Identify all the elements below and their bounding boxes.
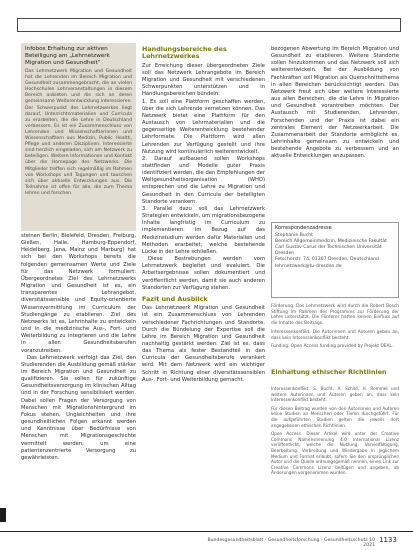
column-3 [271,46,399,161]
col2-paragraph: Diese Bestrebungen werden vom Lehrnetzwerk begleitet und evaluiert. Die Arbeitsergebnisse sollen dokumentiert und veröffentlicht werden, damit sie auch anderen Standorten zur Verfügung stehen. [142,256,265,291]
ethics-section [271,386,399,479]
col3-paragraph: bezogenen Abwertung im Bereich Migration und Gesundheit zu etablieren. Weitere Standorte sollen hinzukommen und das Netzwerk soll sich weiterentwickeln. Bei der Ausbildung von Fachkräften soll Migration als Querschnittsthema in allen Bereichen berücksichtigt werden. Das Netzwerk freut sich über weitere Interessierte aus allen Bereichen, die die Lehre in Migration und Gesundheit vorantreiben möchten. Der Austausch mit Studierenden, Lehrenden, Forschenden und der Praxis ist dabei ein zentrales Element der Netzwerkarbeit. Die Zusammenarbeit der Standorte ermöglicht es, Lehrinhalte gemeinsam zu entwickeln und bestehende Angebote zu verbessern und an aktuelle Entwicklungen anzupassen. [271,46,399,160]
col1-paragraph: Das Lehrnetzwerk verfolgt das Ziel, den Studierenden die Ausbildung gemäß stärker im Bereich Migration und Gesundheit zu qualifizieren. Sie sollen für zukünftige Gesundheitsversorgung im klinischen Alltag und in der Forschung sensibilisiert werden. Dabei sollen Fragen der Versorgung von Menschen mit Migrationshintergrund im Fokus stehen, Ungleichheiten und ihre gesundheitlichen Folgen erkannt werden und Kenntnisse über Bedürfnisse von Menschen mit Migrationsgeschichte vermittelt werden, um eine patientenzentrierte Versorgung zu gewährleisten. [21,354,136,461]
note: Interessenkonflikt. Die Autorinnen und Autoren geben an, dass kein Interessenkonflikt besteht. [271,329,399,341]
column-2 [142,46,265,384]
ethics-paragraph: Interessenkonflikt. S. Bucht, A. Schild, H. Rommel und weitere Autorinnen und Autoren geben an, dass kein Interessenkonflikt besteht. [271,386,399,403]
section-heading: Fazit und Ausblick [142,294,208,303]
ethics-paragraph: Open Access. Dieser Artikel wird unter der Creative Commons Namensnennung 4.0 International Lizenz veröffentlicht, welche die Nutzung, Vervielfältigung, Bearbeitung, Verbreitung und Wiedergabe in jeglichem Medium und Format erlaubt, sofern Sie den ursprünglichen Autor und die Quelle ordnungsgemäß nennen, einen Link zur Creative Commons Lizenz beifügen und angeben, ob Änderungen vorgenommen wurden. [271,431,399,476]
correspondence-email[interactable]: lehrnetzwerk@tu-dresden.de [275,263,342,269]
list-item: 3. Parallel dazu soll das Lehrnetzwerk Strategien entwickeln, um migrationsbezogene Inhalte langfristig im Curriculum zu implementieren. Im Bezug auf das Medizinstudium werden dafür Materialien und Methoden erarbeitet, welche bestehende Lücke in der Lehre schließen. [142,205,265,255]
section-heading: Handlungsbereiche des Lehrnetzwerkes [142,45,227,61]
list-item: 1. Es soll eine Plattform geschaffen werden, über die sich Lehrende vernetzen können. Das Netzwerk bietet eine Plattform für den Austausch von Lehrmaterialien und die gegenseitige Weiterentwicklung bestehender Lehrformate. Die Plattform wird allen Lehrenden zur Verfügung gestellt und ihre Nutzung wird kontinuierlich weiterentwickelt. [142,98,265,155]
header-frame [17,18,401,32]
infobox-text: Das Lehrnetzwerk Migration und Gesundheit hat die Lehrenden im Bereich Migration und Gesundheit zusammengebracht, die an vielen Hochschulen Lehrveranstaltungen in diesem Bereich anbieten und die sich an deren gemeinsame Weiterentwicklung interessieren. Der Schwerpunkt des Lehrnetzwerkes liegt darauf, Unterrichtsmaterialien und Curricula zu erarbeiten, die die Lehre in Deutschland verbessern. Es ist ein Zusammenschluss von Lehrenden und Wissenschaftlerinnen und Wissenschaftlern aus Medizin, Public Health, Pflege und anderen Disziplinen. Interessierte sind herzlich eingeladen, sich am Netzwerk zu beteiligen. Weitere Informationen und Kontakt über die Homepage des Netzwerks. Die Mitglieder treffen sich regelmäßig im Rahmen von Workshops und Tagungen und tauschen sich über aktuelle Entwicklungen aus. Die Teilnahme ist offen für alle, die zum Thema lehren und forschen. [25,69,132,196]
infobox [21,43,136,231]
infobox-title: Infobox Erhaltung zur aktiven Beteiligung am „Lehrnetzwerk Migration und Gesundheit“ [25,46,110,66]
footer-rule [0,531,413,532]
notes [271,304,399,353]
correspondence-title: Korrespondenzadresse [275,225,332,231]
note: Förderung. Das Lehrnetzwerk wird durch die Robert Bosch Stiftung im Rahmen des Programms zur Förderung der Lehre unterstützt. Die Förderer hatten keinen Einfluss auf die Inhalte des Beitrags. [271,304,399,327]
correspondence-line: Stephanie Bucht [275,233,313,239]
journal-footer: Bundesgesundheitsblatt - Gesundheitsforschung - Gesundheitsschutz 10 · 2021 [207,538,375,548]
ethics-paragraph: Für diesen Beitrag wurden von den Autorinnen und Autoren keine Studien an Menschen oder Tieren durchgeführt. Für die aufgeführten Studien gelten die jeweils dort angegebenen ethischen Richtlinien. [271,405,399,428]
col2-paragraph: Zur Erreichung dieser übergeordneten Ziele soll das Netzwerk Lehrangebote im Bereich Migration und Gesundheit mit verschiedenen Schwerpunkten unterstützen und in Handlungsbereichen bündeln: [142,62,265,98]
col2-paragraph: Das Lehrnetzwerk Migration und Gesundheit ist ein Zusammenschluss von Lehrenden verschiedener Fachrichtungen und Standorte. Durch die Bündelung der Expertise soll die Lehre im Bereich Migration und Gesundheit nachhaltig gestärkt werden. Ziel ist es, dass das Thema als fester Bestandteil in den Curricula der Gesundheitsberufe verankert wird. Mit dem Netzwerk wird ein wichtiger Schritt in Richtung einer diversitätssensiblen Aus-, Fort- und Weiterbildung gemacht. [142,305,265,383]
column-1 [21,233,136,462]
correspondence-line: Bereich Allgemeinmedizin, Medizinische Fakultät Carl Gustav Carus der Technischen Universität Dresden [275,239,387,257]
correspondence-line: Fetscherstr. 74, 01307 Dresden, Deutschland [275,257,379,263]
ethics-heading: Einhaltung ethischer Richtlinien [271,368,387,376]
edge-marker [0,508,6,522]
note: Funding. Open Access funding provided by Projekt DEAL. [271,344,394,350]
list-item: 2. Darauf aufbauend sollen Workshops stattfinden und Modelle guter Praxis identifiziert werden, die den Empfehlungen der Weltgesundheitsorganisation (WHO) entsprechen und die Lehre zu Migration und Gesundheit in den Curricula der beteiligten Standorte verankern. [142,155,265,205]
col1-paragraph: steinen Berlin, Bielefeld, Dresden, Freiburg, Gießen, Halle, Hamburg-Eppendorf, Heidelberg, Jena, Mainz und Marburg) hat sich bei den Workshops bereits die folgenden gemeinsamen Werte und Ziele für das Netzwerk formuliert: Übergeordnetes Ziel des Lehrnetzwerks Migration und Gesundheit ist es, ein transparentes Lehrangebot, diversitätssensible und Equity-orientierte Wissensvermittlung im Curriculum der Studiengänge zu etablieren. Ziel des Netzwerks ist es, Lehrinhalte zu entwickeln und in die medizinische Aus-, Fort- und Weiterbildung zu integrieren und die Lehre in allen Gesundheitsberufen voranzutreiben. [21,233,136,354]
page-number: 1133 [379,536,397,544]
correspondence-box [271,222,399,298]
